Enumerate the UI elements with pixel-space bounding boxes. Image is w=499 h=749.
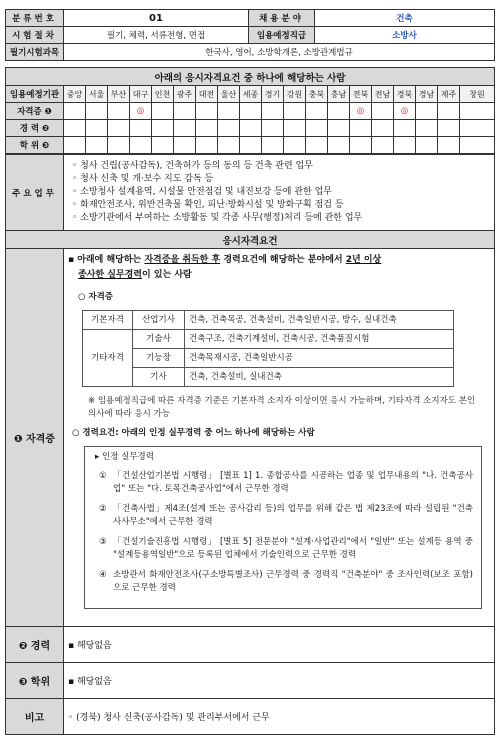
eligibility-mark-cell	[262, 137, 284, 154]
eligibility-mark-cell	[306, 120, 328, 137]
eligibility-mark-cell	[196, 120, 218, 137]
experience-items	[95, 470, 473, 595]
eligibility-mark-cell	[108, 120, 130, 137]
eligibility-mark-cell: ◎	[350, 103, 372, 120]
cert-group-basic: 기본자격	[83, 311, 133, 330]
experience-item	[99, 470, 473, 496]
requirements-title: 응시자격요건	[6, 231, 495, 249]
cert-list: 건축, 건축목공, 건축설비, 건축일반시공, 방수, 실내건축	[185, 311, 454, 330]
eligibility-mark-cell	[218, 120, 240, 137]
eligibility-table	[5, 67, 495, 154]
cert-kind: 산업기사	[133, 311, 185, 330]
main-table	[5, 154, 495, 735]
duty-item: ◦ 청사 신축 및 개·보수 지도 감독 등	[72, 174, 214, 184]
region-header: 대구	[130, 86, 152, 103]
region-header: 제주	[438, 86, 460, 103]
eligibility-corner-label: 임용예정기관	[6, 86, 64, 103]
cert-list: 건축, 건축설비, 실내건축	[185, 368, 454, 387]
eligibility-row-label: 경 력 ❷	[6, 120, 64, 137]
eligibility-mark-cell	[416, 137, 438, 154]
value-exam-process: 필기, 체력, 서류전형, 면접	[64, 27, 249, 44]
region-header: 중앙	[64, 86, 86, 103]
eligibility-mark-cell: ◎	[130, 103, 152, 120]
label-appointment-rank: 임용예정직급	[249, 27, 315, 44]
experience-item-number: ③	[99, 537, 107, 547]
eligibility-mark-cell	[218, 103, 240, 120]
job-posting-page	[0, 9, 499, 749]
region-header: 경북	[394, 86, 416, 103]
cert-group-other: 기타자격	[83, 330, 133, 387]
cert-table	[82, 310, 454, 387]
region-header: 인천	[152, 86, 174, 103]
label-category-number: 분류번호	[6, 10, 64, 27]
eligibility-mark-cell	[152, 137, 174, 154]
region-header: 창원	[460, 86, 495, 103]
cert-kind: 기사	[133, 368, 185, 387]
eligibility-mark-cell	[284, 103, 306, 120]
experience-value: ▪ 해당없음	[64, 627, 495, 663]
value-appointment-rank: 소방사	[315, 27, 495, 44]
eligibility-mark-cell	[86, 137, 108, 154]
duties-list	[64, 160, 494, 225]
experience-item-number: ②	[99, 504, 107, 514]
eligibility-mark-cell	[416, 120, 438, 137]
eligibility-mark-cell	[174, 120, 196, 137]
eligibility-mark-cell	[438, 120, 460, 137]
eligibility-row-label: 자격증 ❶	[6, 103, 64, 120]
label-recruit-field: 채용분야	[249, 10, 315, 27]
eligibility-mark-cell	[64, 120, 86, 137]
eligibility-mark-cell	[394, 137, 416, 154]
cert-kind: 기능장	[133, 349, 185, 368]
eligibility-mark-cell	[438, 137, 460, 154]
cert-list: 건축구조, 건축기계설비, 건축시공, 건축품질시험	[185, 330, 454, 349]
eligibility-mark-cell	[262, 103, 284, 120]
experience-label: ❷ 경력	[6, 627, 64, 663]
experience-item-text: 「건축사법」제4조(설계 또는 공사감리 등)의 업무를 위해 같은 법 제23조에 따라 설립된 "건축사사무소"에서 근무한 경력	[113, 504, 473, 527]
eligibility-mark-cell	[240, 103, 262, 120]
eligibility-mark-cell	[130, 137, 152, 154]
region-header: 울산	[218, 86, 240, 103]
cert-lead	[68, 253, 486, 283]
region-header: 광주	[174, 86, 196, 103]
eligibility-row-label: 학 위 ❸	[6, 137, 64, 154]
region-header: 경기	[262, 86, 284, 103]
experience-item	[99, 569, 473, 595]
experience-box-title: ▸ 인정 실무경력	[95, 452, 154, 462]
eligibility-mark-cell	[372, 103, 394, 120]
experience-item-text: 「건설기술진흥법 시행령」 [별표 5] 전문분야 "설계·사업관리"에서 "일반" 또는 설계등 용역 중 "설계등용역일반"으로 등록된 업체에서 기술인력으로 근무한 경력	[113, 537, 473, 560]
eligibility-mark-cell	[306, 103, 328, 120]
eligibility-mark-cell	[416, 103, 438, 120]
region-header: 부산	[108, 86, 130, 103]
eligibility-mark-cell	[196, 137, 218, 154]
eligibility-mark-cell	[350, 137, 372, 154]
eligibility-mark-cell	[240, 137, 262, 154]
eligibility-mark-cell	[174, 137, 196, 154]
eligibility-mark-cell	[262, 120, 284, 137]
eligibility-mark-cell	[372, 120, 394, 137]
cert-label: ❶ 자격증	[6, 249, 64, 627]
eligibility-mark-cell	[174, 103, 196, 120]
duty-item: ◦ 화재안전조사, 위반건축물 확인, 피난·방화시설 및 방화구획 점검 등	[72, 200, 344, 210]
cert-kind: 기술사	[133, 330, 185, 349]
lead-underline-3: 종사한 실무경력	[78, 270, 142, 280]
eligibility-mark-cell	[284, 137, 306, 154]
header-table	[5, 9, 495, 61]
cert-requirements-cell	[64, 249, 495, 627]
experience-item-number: ④	[99, 570, 107, 580]
experience-requirement-title: ○ 경력요건: 아래의 인정 실무경력 중 어느 하나에 해당하는 사람	[72, 428, 315, 438]
experience-item-text: 「건설산업기본법 시행령」 [별표 1] 1. 종합공사를 시공하는 업종 및 업무내용의 "나. 건축공사업" 또는 "다. 토목건축공사업"에서 근무한 경력	[113, 471, 473, 494]
eligibility-mark-cell	[64, 103, 86, 120]
eligibility-mark-cell	[240, 120, 262, 137]
eligibility-mark-cell	[86, 103, 108, 120]
experience-item	[99, 503, 473, 529]
region-header: 서울	[86, 86, 108, 103]
lead-text-3: 이 있는 사람	[142, 270, 192, 280]
eligibility-mark-cell	[460, 103, 495, 120]
region-header: 대전	[196, 86, 218, 103]
eligibility-mark-cell	[438, 103, 460, 120]
value-category-number: 01	[64, 10, 249, 27]
value-written-subjects: 한국사, 영어, 소방학개론, 소방관계법규	[64, 44, 495, 61]
eligibility-title: 아래의 응시자격요건 중 하나에 해당하는 사람	[6, 68, 495, 86]
duty-item: ◦ 소방청사 설계용역, 시설물 안전점검 및 내진보강 등에 관한 업무	[72, 187, 332, 197]
experience-box	[84, 446, 482, 609]
duties-cell	[64, 155, 495, 231]
eligibility-mark-cell	[196, 103, 218, 120]
label-exam-process: 시험절차	[6, 27, 64, 44]
eligibility-mark-cell	[130, 120, 152, 137]
eligibility-mark-cell	[394, 120, 416, 137]
eligibility-mark-cell	[350, 120, 372, 137]
lead-text-1: ▪ 아래에 해당하는	[68, 255, 145, 265]
region-header: 전북	[350, 86, 372, 103]
eligibility-mark-cell	[306, 137, 328, 154]
cert-subtitle: ○ 자격증	[78, 292, 114, 302]
experience-item	[99, 536, 473, 562]
eligibility-mark-cell	[460, 137, 495, 154]
eligibility-mark-cell	[328, 120, 350, 137]
duties-label: 주요업무	[6, 155, 64, 231]
eligibility-mark-cell	[64, 137, 86, 154]
lead-underline-2: 2년 이상	[345, 255, 382, 265]
region-header: 충북	[306, 86, 328, 103]
region-header: 충남	[328, 86, 350, 103]
eligibility-mark-cell	[218, 137, 240, 154]
remarks-value: ◦ (경북) 청사 신축(공사감독) 및 관리부서에서 근무	[64, 699, 495, 735]
eligibility-mark-cell: ◎	[394, 103, 416, 120]
eligibility-mark-cell	[108, 103, 130, 120]
eligibility-mark-cell	[328, 137, 350, 154]
remarks-label: 비고	[6, 699, 64, 735]
value-recruit-field: 건축	[315, 10, 495, 27]
cert-note: ※ 임용예정직급에 따른 자격증 기준은 기본자격 소지자 이상이면 응시 가능하며, 기타자격 소지자도 본인 의사에 따라 응시 가능	[88, 396, 476, 419]
region-header: 세종	[240, 86, 262, 103]
eligibility-mark-cell	[284, 120, 306, 137]
eligibility-mark-cell	[460, 120, 495, 137]
experience-item-number: ①	[99, 471, 107, 481]
eligibility-mark-cell	[372, 137, 394, 154]
cert-list: 건축목재시공, 건축일반시공	[185, 349, 454, 368]
degree-label: ❸ 학위	[6, 663, 64, 699]
degree-value: ▪ 해당없음	[64, 663, 495, 699]
region-header: 경남	[416, 86, 438, 103]
lead-underline-1: 자격증을 취득한 후	[144, 255, 221, 265]
eligibility-mark-cell	[328, 103, 350, 120]
duty-item: ◦ 소방기관에서 부여하는 소방활동 및 각종 사무(행정)처리 등에 관한 업무	[72, 213, 363, 223]
eligibility-mark-cell	[108, 137, 130, 154]
lead-text-2: 경력요건에 해당하는 분야에서	[220, 255, 346, 265]
eligibility-mark-cell	[152, 120, 174, 137]
eligibility-mark-cell	[152, 103, 174, 120]
duty-item: ◦ 청사 건립(공사감독), 건축허가 등의 동의 등 건축 관련 업무	[72, 161, 313, 171]
region-header: 전남	[372, 86, 394, 103]
experience-item-text: 소방관서 화재안전조사(구소방특별조사) 근무경력 중 경력직 "건축분야" 중 조사인력(보조 포함)으로 근무한 경력	[113, 570, 473, 593]
region-header: 강원	[284, 86, 306, 103]
label-written-subjects: 필기시험과목	[6, 44, 64, 61]
eligibility-mark-cell	[86, 120, 108, 137]
